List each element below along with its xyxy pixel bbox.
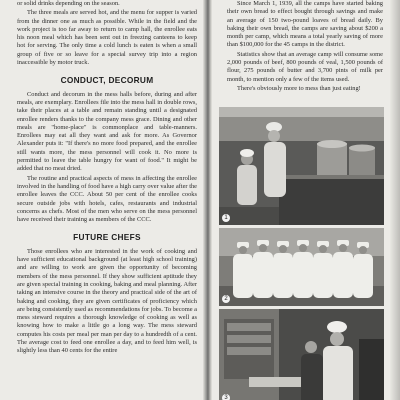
- book-gutter: [203, 0, 212, 400]
- meals-paragraph: The three meals are served hot, and the menu for supper is varied from the dinner one as much as possible. While in the field and the work project is too far away to return to camp hall, the enrollee eats his noon meal which has been sent out in freezing canteens to keep hot for serving. The only time a cold lunch is eaten is when a small group of five or so leave for a special survey trip into a region inaccessible by motor truck.: [17, 9, 197, 67]
- photo-group-cooks: [219, 228, 384, 306]
- photo-number-1: 1: [222, 214, 230, 222]
- photo-number-3: 3: [222, 394, 230, 400]
- photo-baker-bread: [219, 309, 384, 400]
- photo-stack: [219, 107, 384, 400]
- statistics-paragraph: Statistics show that an average camp will consume some 2,000 pounds of beef, 800 pounds of veal, 1,500 pounds of flour, 275 pounds of butter and 3,700 pints of milk per month, to mention only a few of the items used.: [227, 50, 383, 83]
- section-heading-future-chefs: FUTURE CHEFS: [73, 232, 141, 243]
- conduct-paragraph-2: The routine and practical aspects of mess in affecting the enrollee involved in the handling of food have a high carry over value after the enrollee leaves the CCC. About 50 per cent of the enrollee cooks secure outside jobs with hotels, cafes, restaurants and industrial concerns as chefs. Most of the men who serve on the mess personnel have received their training as members of the CCC.: [17, 174, 197, 224]
- future-chefs-paragraph: Those enrollees who are interested in the work of cooking and have sufficient educational background (at least high school training) and are willing to work are given the opportunity of becoming members of the mess personnel. If they show sufficient aptitude they are given special training in cooking, baking and meal planning. After taking an intensive course in the theory and practical side of the art of baking and cooking, they are given certificates of proficiency which are being consistently used as recommendations for jobs. To become a mess steward requires a thorough knowledge of cooking as well as knowing how to make a little go a long way. The mess steward computes his costs per meal per man per day to a hundredth of a cent. The average cost to feed one enrollee a day, and to feed him well, is slightly less than 40 cents for the entire: [17, 247, 197, 355]
- closing-line: There's obviously more to mess than just eating!: [237, 84, 361, 92]
- bread-paragraph: Since March 1, 1939, all the camps have started baking their own bread to effect bought through savings and make an average of 150 two-pound loaves of bread daily. By baking their own bread, the camps are saving about $200 a month per camp, which means a total yearly saving of more than $100,000 for the 45 camps in the district.: [227, 0, 383, 49]
- conduct-paragraph-1: Conduct and decorum in the mess halls before, during and after meals, are exemplary. Enrollees file into the mess hall in double rows, take their places at a table and remain standing until a designated enrollee renders thanks to the company mess grace. Dining and other meals are "home-place" is commonplace and table-manners. Enrollees may eat all they want and ask for more. As Governor Alexander puts it: "If there's no more food prepared, and the enrollee still wants more, the mess personnel will cook it. No more is permitted to leave the table hungry for want of food." It might be added that no meat dried.: [17, 90, 197, 173]
- page-edge: [390, 0, 400, 400]
- right-text-column: [227, 0, 383, 94]
- section-heading-conduct: CONDUCT, DECORUM: [60, 75, 154, 86]
- top-paragraph-continued: or solid drinks depending on the season.: [17, 0, 120, 7]
- left-text-column: [17, 0, 197, 357]
- photo-number-2: 2: [222, 295, 230, 303]
- photo-kitchen-cooks: [219, 107, 384, 225]
